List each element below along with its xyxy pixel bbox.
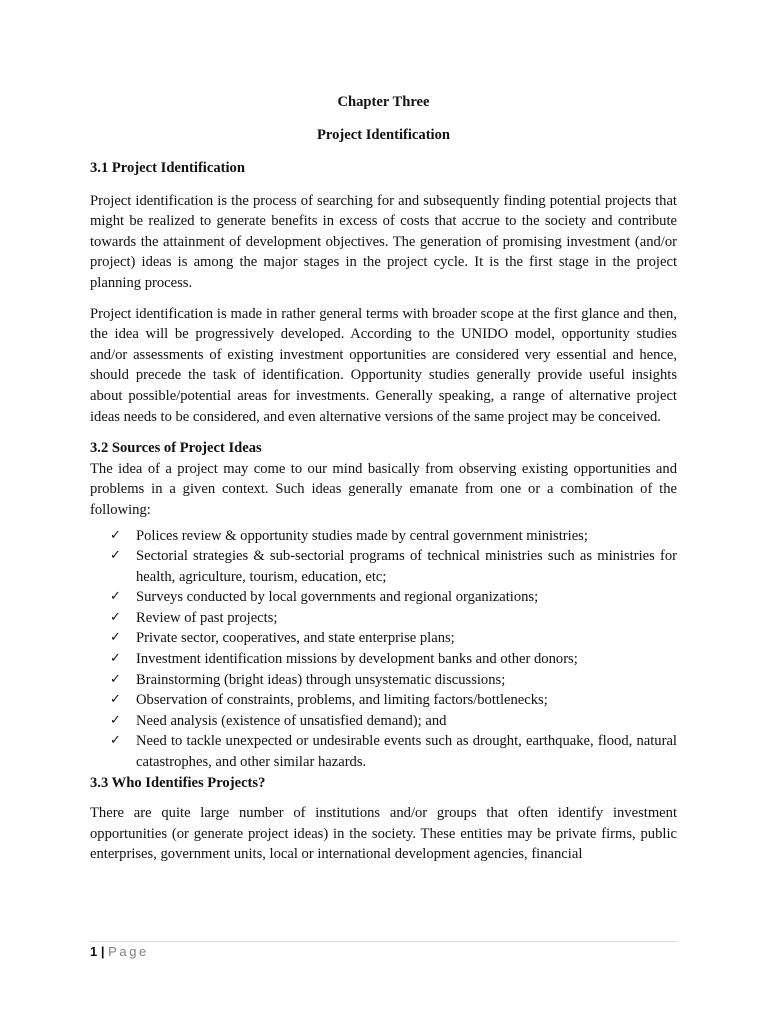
list-item-text: Investment identification missions by development banks and other donors;: [136, 651, 578, 668]
checkmark-icon: ✓: [110, 671, 121, 687]
list-item: [90, 546, 677, 587]
list-item-text: Review of past projects;: [136, 609, 278, 626]
page-footer: [90, 943, 149, 961]
paragraph-identification-scope: Project identification is made in rather general terms with broader scope at the first glance and then, the idea will be progressively developed. According to the UNIDO model, opportunity studies and/or assessments of existing investment opportunities are considered very essential and hence, should precede the task of identification. Opportunity studies generally provide useful insights about possible/potential areas for investments. Generally speaking, a range of alternative project ideas needs to be considered, and even alternative versions of the same project may be conceived.: [90, 305, 677, 425]
footer-divider: [90, 941, 677, 942]
page-label: Page: [108, 944, 149, 959]
page-number: 1: [90, 944, 98, 959]
checkmark-icon: ✓: [110, 609, 121, 625]
checkmark-icon: ✓: [110, 527, 121, 543]
list-item: [90, 587, 677, 608]
list-item: [90, 731, 677, 772]
list-item: [90, 670, 677, 691]
checkmark-icon: ✓: [110, 630, 121, 646]
checkmark-icon: ✓: [110, 548, 121, 564]
checkmark-icon: ✓: [110, 651, 121, 667]
paragraph-who-identifies: There are quite large number of institutions and/or groups that often identify investment opportunities (or generate project ideas) in the society. These entities may be private firms, public enterprises, government units, local or international development agencies, financial: [90, 805, 677, 863]
checkmark-icon: ✓: [110, 712, 121, 728]
paragraph-identification-definition: Project identification is the process of searching for and subsequently finding potential projects that might be realized to generate benefits in excess of costs that accrue to the society and contribute towards the attainment of development objectives. The generation of promising investment (and/or project) ideas is among the major stages in the project cycle. It is the first stage in the project planning process.: [90, 192, 677, 291]
checkmark-icon: ✓: [110, 733, 121, 749]
sources-list: [90, 526, 677, 773]
list-item: [90, 628, 677, 649]
list-item: [90, 526, 677, 547]
list-item-text: Observation of constraints, problems, and limiting factors/bottlenecks;: [136, 692, 548, 709]
checkmark-icon: ✓: [110, 589, 121, 605]
paragraph-sources-intro: The idea of a project may come to our mind basically from observing existing opportunities and problems in a given context. Such ideas generally emanate from one or a combination of the following:: [90, 460, 677, 518]
checkmark-icon: ✓: [110, 692, 121, 708]
list-item: [90, 649, 677, 670]
list-item-text: Private sector, cooperatives, and state enterprise plans;: [136, 630, 455, 647]
list-item-text: Sectorial strategies & sub-sectorial programs of technical ministries such as ministries for health, agriculture, tourism, education, etc;: [136, 548, 677, 585]
chapter-subtitle: Project Identification: [316, 127, 451, 143]
section-heading-3-2: 3.2 Sources of Project Ideas: [90, 440, 262, 457]
page-content: [90, 92, 677, 865]
footer-separator: |: [100, 944, 105, 959]
section-heading-3-3: 3.3 Who Identifies Projects?: [90, 774, 266, 791]
list-item: [90, 711, 677, 732]
list-item: [90, 608, 677, 629]
section-heading-3-1: 3.1 Project Identification: [90, 160, 245, 176]
list-item-text: Need analysis (existence of unsatisfied demand); and: [136, 712, 447, 729]
list-item-text: Need to tackle unexpected or undesirable events such as drought, earthquake, flood, natural catastrophes, and other similar hazards.: [136, 733, 677, 771]
list-item-text: Brainstorming (bright ideas) through unsystematic discussions;: [136, 671, 506, 688]
chapter-title: Chapter Three: [337, 94, 430, 110]
list-item: [90, 690, 677, 711]
list-item-text: Polices review & opportunity studies made by central government ministries;: [136, 527, 588, 544]
list-item-text: Surveys conducted by local governments and regional organizations;: [136, 589, 539, 606]
